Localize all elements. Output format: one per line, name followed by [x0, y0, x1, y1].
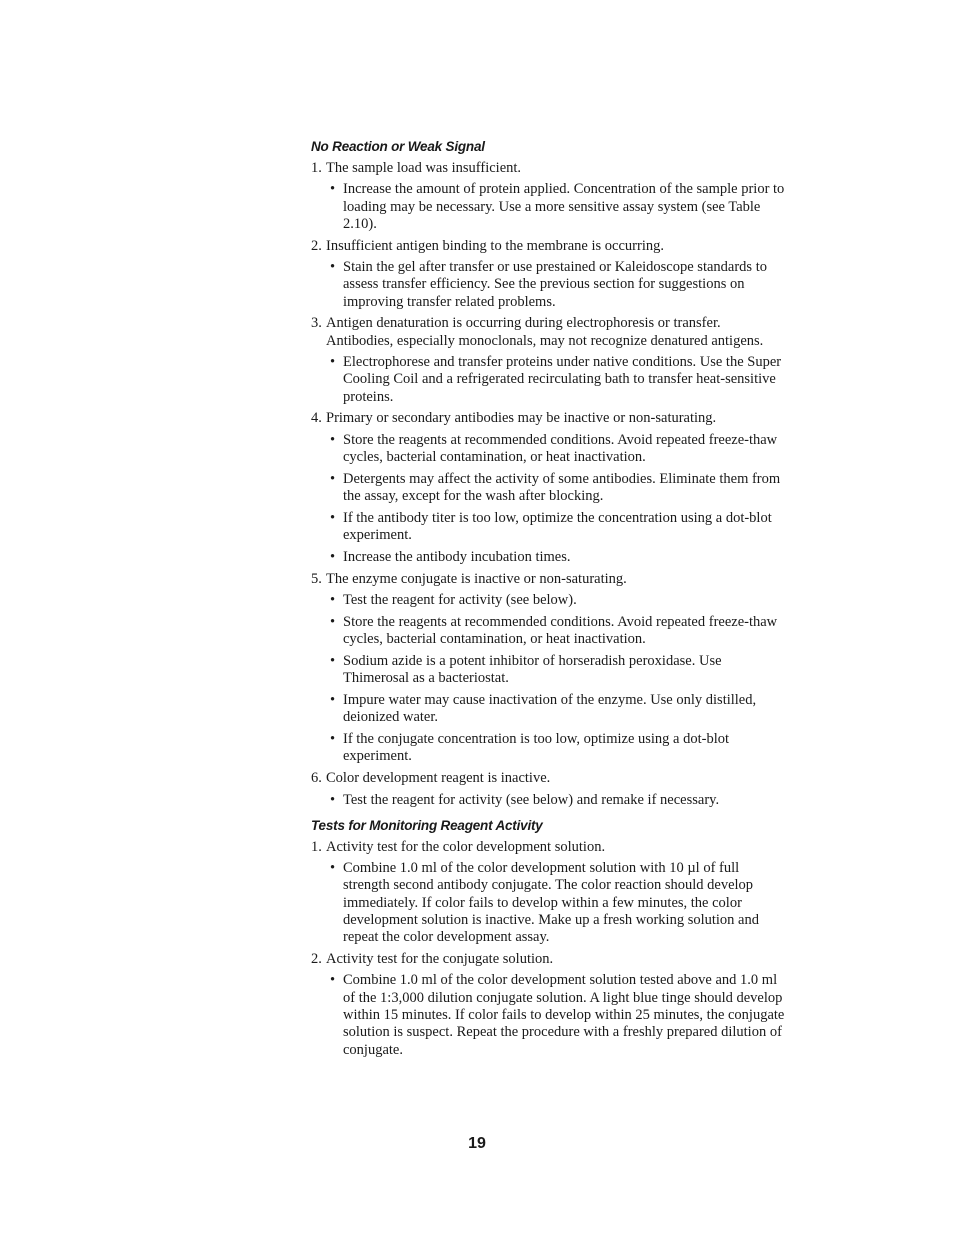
bullet-icon: •	[330, 592, 336, 609]
section-heading: No Reaction or Weak Signal	[311, 139, 485, 154]
bullet-text: If the conjugate concentration is too low, optimize using a dot-blot experiment.	[343, 731, 730, 765]
item-text: Antigen denaturation is occurring during electrophoresis or transfer. Antibodies, especially monoclonals, may not recognize denatured antigens.	[326, 315, 764, 349]
bullet-text: Combine 1.0 ml of the color development solution tested above and 1.0 ml of the 1:3,000 dilution conjugate solution. A light blue tinge should develop within 15 minutes. If color fails to develop within 25 minutes, the conjugate solution is suspect. Repeat the procedure with a freshly prepared dilution of conjugate.	[343, 972, 785, 1058]
item-text: Primary or secondary antibodies may be inactive or non-saturating.	[326, 410, 717, 427]
bullet-text: Electrophorese and transfer proteins under native conditions. Use the Super Cooling Coil and a refrigerated recirculating bath to transfer heat-sensitive proteins.	[343, 353, 782, 405]
item-number: 2.	[311, 951, 322, 968]
bullet-list	[326, 792, 786, 809]
list-item	[311, 160, 786, 233]
item-number: 6.	[311, 770, 322, 787]
bullet-text: Test the reagent for activity (see below) and remake if necessary.	[343, 791, 720, 808]
item-text: The sample load was insufficient.	[326, 160, 522, 176]
numbered-list	[311, 160, 786, 809]
bullet-list	[326, 592, 786, 766]
item-text: Color development reagent is inactive.	[326, 770, 551, 787]
list-item	[311, 770, 786, 809]
bullet-list	[326, 432, 786, 567]
section-heading: Tests for Monitoring Reagent Activity	[311, 817, 543, 833]
bullet-text: Increase the amount of protein applied. Concentration of the sample prior to loading may be necessary. Use a more sensitive assay system (see Table 2.10).	[343, 181, 785, 232]
list-item	[311, 410, 786, 566]
bullet-item	[326, 860, 786, 946]
bullet-text: Detergents may affect the activity of some antibodies. Eliminate them from the assay, except for the wash after blocking.	[343, 470, 781, 505]
bullet-icon: •	[330, 353, 336, 370]
item-number: 1.	[311, 160, 322, 176]
bullet-text: Test the reagent for activity (see below).	[343, 592, 577, 609]
bullet-item	[326, 653, 786, 688]
bullet-item	[326, 510, 786, 545]
section	[311, 817, 786, 1059]
bullet-item	[326, 692, 786, 727]
page-content	[311, 138, 786, 1067]
bullet-list	[326, 259, 786, 311]
bullet-list	[326, 354, 786, 406]
item-number: 3.	[311, 315, 322, 332]
bullet-text: Stain the gel after transfer or use prestained or Kaleidoscope standards to assess transfer efficiency. See the previous section for suggestions on improving transfer related problems.	[343, 258, 767, 310]
bullet-icon: •	[330, 258, 336, 275]
bullet-icon: •	[330, 652, 336, 669]
item-text: Insufficient antigen binding to the membrane is occurring.	[326, 237, 664, 254]
numbered-list	[311, 839, 786, 1059]
bullet-item	[326, 972, 786, 1058]
list-item	[311, 839, 786, 947]
bullet-icon: •	[330, 431, 336, 448]
bullet-item	[326, 259, 786, 311]
bullet-item	[326, 432, 786, 467]
bullet-text: Impure water may cause inactivation of the enzyme. Use only distilled, deionized water.	[343, 692, 757, 726]
bullet-item	[326, 731, 786, 766]
bullet-text: Increase the antibody incubation times.	[343, 548, 571, 565]
item-text: Activity test for the color development solution.	[326, 838, 606, 855]
bullet-list	[326, 181, 786, 233]
section	[311, 138, 786, 809]
list-item	[311, 238, 786, 311]
item-text: The enzyme conjugate is inactive or non-saturating.	[326, 570, 627, 587]
bullet-icon: •	[330, 181, 336, 198]
bullet-item	[326, 471, 786, 506]
item-number: 1.	[311, 838, 322, 855]
bullet-icon: •	[330, 791, 336, 808]
bullet-icon: •	[330, 731, 336, 748]
item-text: Activity test for the conjugate solution.	[326, 951, 554, 968]
bullet-icon: •	[330, 548, 336, 565]
bullet-text: If the antibody titer is too low, optimize the concentration using a dot-blot experiment.	[343, 509, 772, 544]
list-item	[311, 315, 786, 405]
bullet-icon: •	[330, 972, 336, 989]
bullet-item	[326, 592, 786, 609]
bullet-item	[326, 549, 786, 566]
bullet-list	[326, 860, 786, 946]
bullet-text: Store the reagents at recommended conditions. Avoid repeated freeze-thaw cycles, bacterial contamination, or heat inactivation.	[343, 431, 778, 465]
bullet-item	[326, 181, 786, 233]
list-item	[311, 951, 786, 1059]
bullet-icon: •	[330, 509, 336, 526]
bullet-item	[326, 614, 786, 649]
bullet-icon: •	[330, 860, 336, 877]
list-item	[311, 571, 786, 766]
bullet-text: Sodium azide is a potent inhibitor of horseradish peroxidase. Use Thimerosal as a bacteriostat.	[343, 652, 722, 687]
item-number: 5.	[311, 570, 322, 587]
bullet-item	[326, 792, 786, 809]
bullet-text: Combine 1.0 ml of the color development solution with 10 µl of full strength second antibody conjugate. The color reaction should develop immediately. If color fails to develop within a few minutes, the color development solution is inactive. Make up a fresh working solution and repeat the color development assay.	[343, 860, 759, 946]
bullet-text: Store the reagents at recommended conditions. Avoid repeated freeze-thaw cycles, bacterial contamination, or heat inactivation.	[343, 613, 778, 648]
bullet-icon: •	[330, 692, 336, 709]
item-number: 2.	[311, 237, 322, 254]
bullet-item	[326, 354, 786, 406]
item-number: 4.	[311, 410, 322, 427]
bullet-icon: •	[330, 470, 336, 487]
bullet-icon: •	[330, 613, 336, 630]
bullet-list	[326, 972, 786, 1058]
page-number: 19	[468, 1135, 486, 1152]
